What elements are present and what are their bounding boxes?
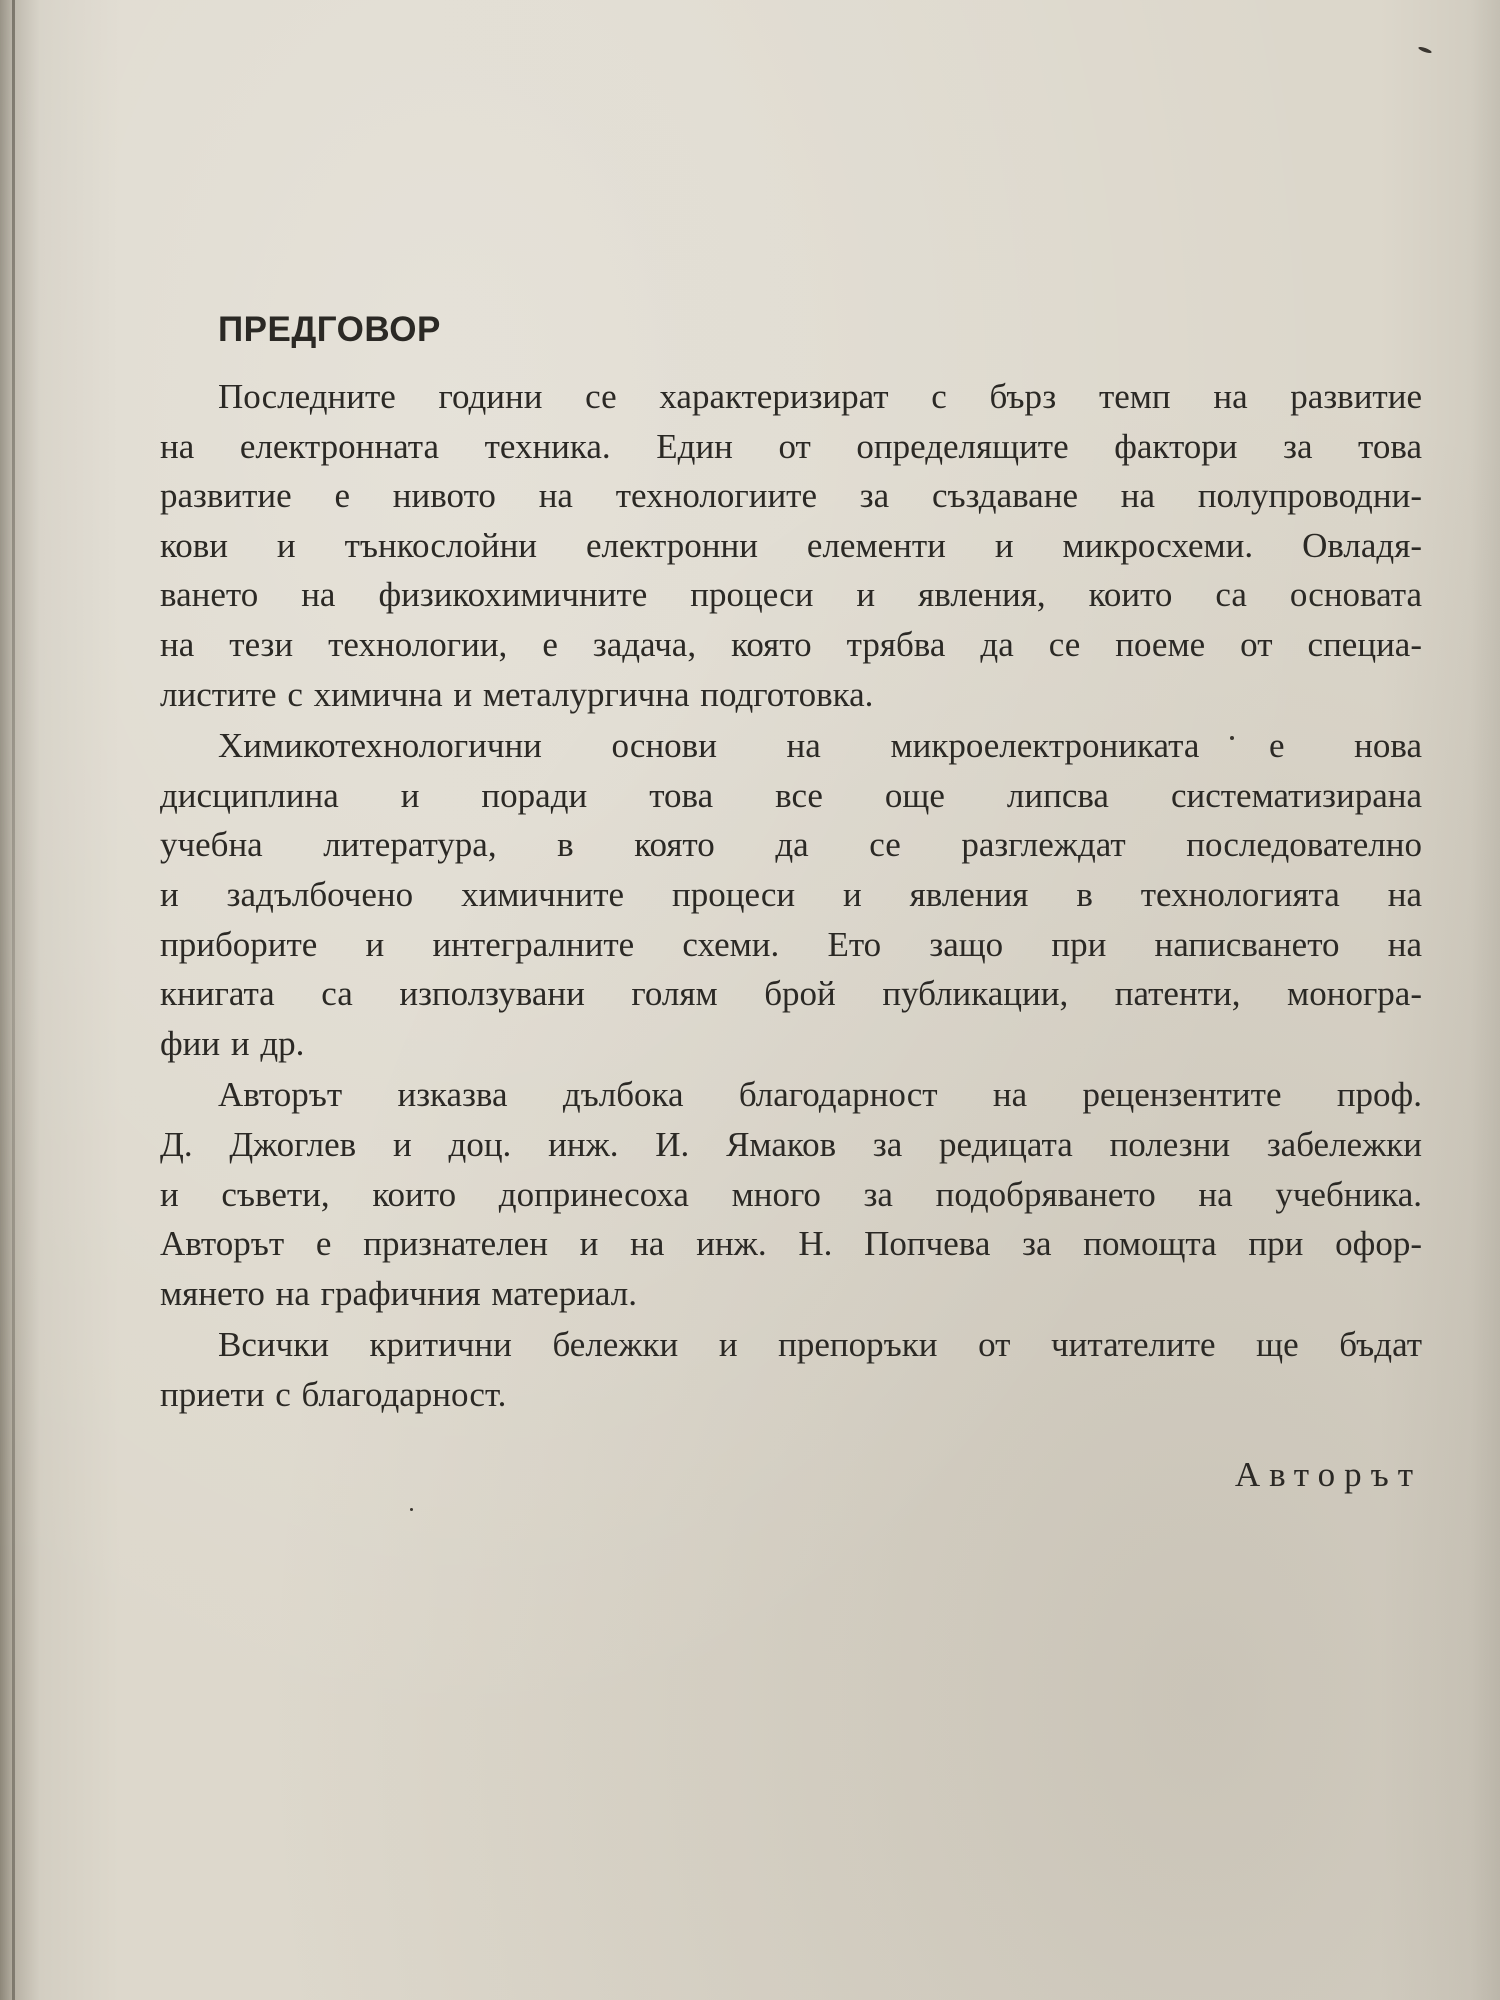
text-line: Последните години се характеризират с бърз темп на развитие: [218, 377, 1422, 416]
paragraph-4: [160, 1320, 1422, 1419]
text-line: на тези технологии, е задача, която трябва да се поеме от специа-: [160, 624, 1422, 664]
author-signature: Авторът: [1234, 1455, 1422, 1495]
text-line: дисциплина и поради това все още липсва систематизирана: [160, 775, 1422, 815]
text-line: листите с химична и металургична подготовка.: [160, 674, 874, 714]
page-spine-edge: [12, 0, 15, 2000]
page-title: ПРЕДГОВОР: [218, 310, 441, 349]
text-line: развитие е нивото на технологиите за създаване на полупроводни-: [160, 476, 1422, 516]
text-line: учебна литература, в която да се разглеждат последователно: [160, 825, 1422, 865]
paper-speck: [410, 1508, 413, 1511]
text-line: приборите и интегралните схеми. Ето защо при написването на: [160, 924, 1422, 964]
text-line: и задълбочено химичните процеси и явления в технологията на: [160, 874, 1422, 914]
text-line: кови и тънкослойни електронни елементи и микросхеми. Овладя-: [160, 525, 1422, 565]
text-line: на електронната техника. Един от определящите фактори за това: [160, 426, 1422, 466]
paragraph-2: [160, 721, 1422, 1068]
text-line: Химикотехнологични основи на микроелектрониката е нова: [218, 726, 1422, 766]
text-line: книгата са използувани голям брой публикации, патенти, моногра-: [160, 974, 1422, 1014]
text-line: Всички критични бележки и препоръки от читателите ще бъдат: [218, 1325, 1422, 1365]
text-line: Авторът е признателен и на инж. Н. Попчева за помощта при офор-: [160, 1224, 1422, 1264]
text-line: мянето на графичния материал.: [160, 1273, 637, 1313]
text-line: и съвети, които допринесоха много за подобряването на учебника.: [160, 1174, 1422, 1214]
text-line: приети с благодарност.: [160, 1374, 507, 1414]
paper-speck: [1418, 46, 1433, 55]
preface-content: [160, 300, 1422, 1495]
paragraph-3: [160, 1070, 1422, 1318]
text-line: ването на физикохимичните процеси и явления, които са основата: [160, 575, 1422, 615]
text-line: фии и др.: [160, 1023, 305, 1063]
text-line: Д. Джоглев и доц. инж. И. Ямаков за редицата полезни забележки: [160, 1124, 1422, 1164]
paragraph-1: [160, 372, 1422, 719]
text-line: Авторът изказва дълбока благодарност на рецензентите проф.: [218, 1075, 1422, 1115]
